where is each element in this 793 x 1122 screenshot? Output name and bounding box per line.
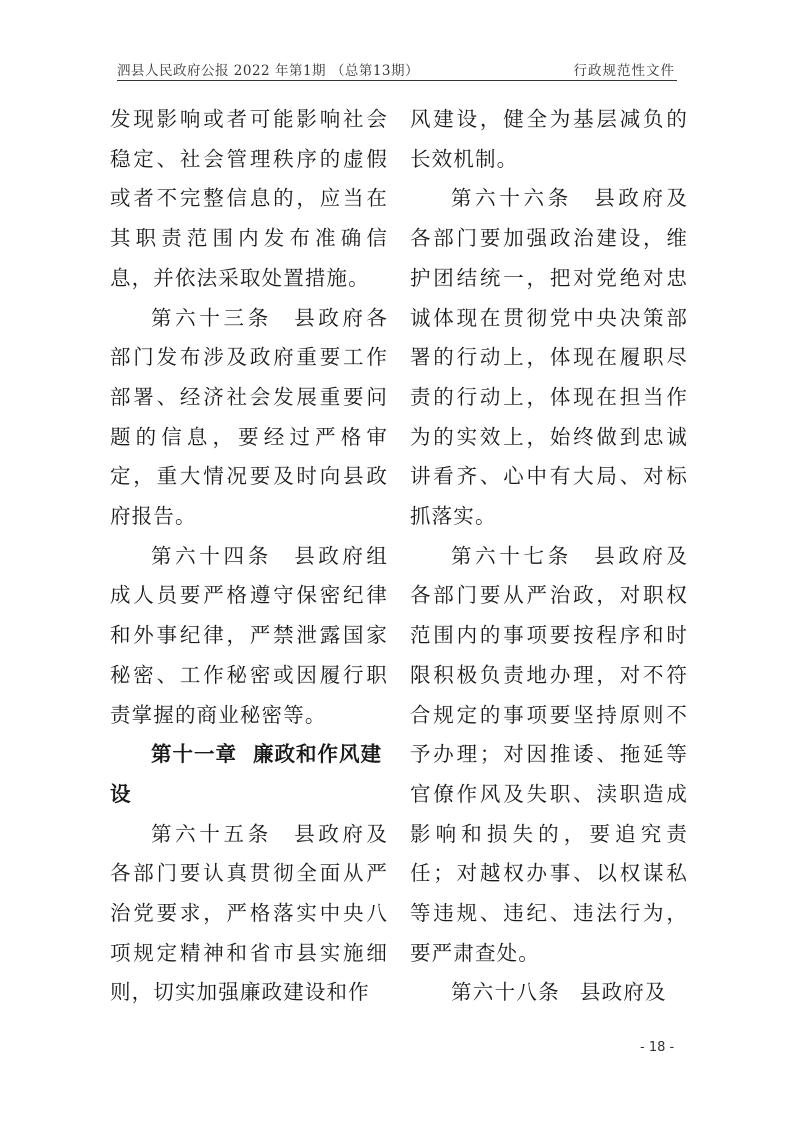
article-text: 县政府及 (580, 980, 667, 1005)
left-column (110, 100, 388, 1013)
page-number: - 18 - (640, 1040, 675, 1055)
article-68 (410, 973, 688, 1013)
header-publication-title: 泗县人民政府公报 2022 年第1期 （总第13期） (117, 63, 419, 79)
article-63 (110, 299, 388, 537)
article-66 (410, 179, 688, 536)
article-text: 县政府各部门发布涉及政府重要工作部署、经济社会发展重要问题的信息，要经过严格审定，重大情况要及时向县政府报告。 (110, 305, 388, 529)
chapter-number: 第十一章 (151, 742, 237, 767)
article-number: 第六十六条 (451, 186, 572, 211)
article-text: 县政府组成人员要严格遵守保密纪律和外事纪律，严禁泄露国家秘密、工作秘密或因履行职责掌握的商业秘密等。 (110, 543, 388, 727)
article-65 (110, 815, 388, 1014)
paragraph-continued: 风建设，健全为基层减负的长效机制。 (410, 107, 688, 171)
article-number: 第六十三条 (151, 305, 272, 330)
article-text: 县政府及各部门要从严治政，对职权范围内的事项要按程序和时限积极负责地办理，对不符合规定的事项要坚持原则不予办理；对因推诿、拖延等官僚作风及失职、渎职造成影响和损失的，要追究责任；对越权办事、以权谋私等违规、违纪、违法行为，要严肃查处。 (410, 543, 688, 965)
paragraph-continued: 发现影响或者可能影响社会稳定、社会管理秩序的虚假或者不完整信息的，应当在其职责范围内发布准确信息，并依法采取处置措施。 (110, 107, 388, 290)
article-64 (110, 537, 388, 736)
article-number: 第六十七条 (451, 543, 572, 568)
article-text: 县政府及各部门要认真贯彻全面从严治党要求，严格落实中央八项规定精神和省市县实施细则，切实加强廉政建设和作 (110, 821, 388, 1005)
article-text: 县政府及各部门要加强政治建设，维护团结统一，把对党绝对忠诚体现在贯彻党中央决策部署的行动上，体现在履职尽责的行动上，体现在担当作为的实效上，始终做到忠诚讲看齐、心中有大局、对标抓落实。 (410, 186, 688, 529)
chapter-title: 廉政和作风建设 (110, 742, 382, 806)
article-number: 第六十五条 (151, 821, 272, 846)
chapter-heading (110, 735, 388, 814)
header-section-label: 行政规范性文件 (573, 63, 675, 79)
running-header (117, 54, 677, 81)
right-column (410, 100, 688, 1013)
article-number: 第六十八条 (451, 980, 560, 1005)
article-number: 第六十四条 (151, 543, 272, 568)
article-67 (410, 537, 688, 974)
